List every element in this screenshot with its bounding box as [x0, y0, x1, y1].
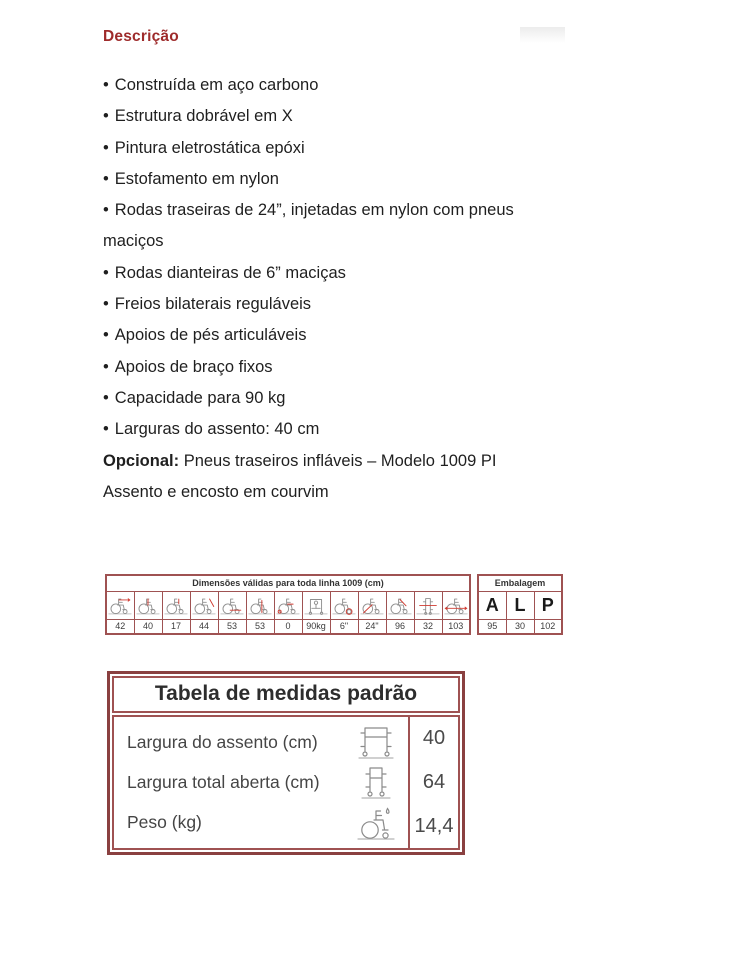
bullet-item [103, 352, 555, 383]
folded-width-icon [414, 591, 442, 619]
bullet-item [103, 164, 555, 195]
packaging-value: 102 [534, 619, 562, 634]
bullet-item [103, 101, 555, 132]
measures-table-title: Tabela de medidas padrão [112, 676, 460, 713]
capacity-icon [302, 591, 330, 619]
packaging-value: 30 [506, 619, 534, 634]
dimension-value: 17 [162, 619, 190, 634]
rear-wheel-icon [358, 591, 386, 619]
dimension-value: 90kg [302, 619, 330, 634]
bullet-text: Rodas dianteiras de 6” maciças [114, 263, 346, 282]
dimension-value: 6" [330, 619, 358, 634]
packaging-table-title: Embalagem [478, 575, 562, 591]
measures-row [114, 762, 408, 802]
dimension-value: 32 [414, 619, 442, 634]
bullet-text: Larguras do assento: 40 cm [114, 420, 320, 439]
bullet-item [103, 289, 555, 320]
measure-label: Largura total aberta (cm) [127, 771, 320, 792]
measure-value: 14,4 [414, 814, 454, 837]
bullet-marker: • [103, 201, 109, 220]
dimensions-table-title: Dimensões válidas para toda linha 1009 (cm) [106, 575, 470, 591]
seat-depth-icon [106, 591, 134, 619]
bullet-text: Apoios de pés articuláveis [114, 326, 307, 345]
wheelchair-front-folded-icon [350, 762, 402, 802]
bullet-marker: • [103, 138, 109, 157]
feature-bullets [103, 70, 555, 446]
optional-text: Pneus traseiros infláveis – Modelo 1009 PI [183, 451, 497, 470]
measure-label: Peso (kg) [127, 811, 202, 832]
bullet-item [103, 383, 555, 414]
dimension-value: 96 [386, 619, 414, 634]
bullet-item [103, 195, 555, 258]
bullet-marker: • [103, 388, 109, 407]
description-list [103, 70, 555, 508]
seat-width-icon [134, 591, 162, 619]
dimensions-table [105, 574, 471, 635]
bullet-marker: • [103, 263, 109, 282]
bullet-item [103, 258, 555, 289]
bullet-item [103, 414, 555, 445]
overall-length-icon [442, 591, 470, 619]
wheelchair-front-open-icon [350, 722, 402, 762]
dimension-value: 53 [246, 619, 274, 634]
bullet-marker: • [103, 357, 109, 376]
dimension-value: 44 [190, 619, 218, 634]
packaging-letter: L [506, 591, 534, 619]
packaging-letter: A [478, 591, 506, 619]
seat-angle-icon [274, 591, 302, 619]
packaging-letter: P [534, 591, 562, 619]
wheelchair-side-drop-icon [350, 802, 402, 842]
measure-value: 64 [422, 771, 446, 794]
bullet-text: Apoios de braço fixos [114, 357, 273, 376]
packaging-value: 95 [478, 619, 506, 634]
dimension-value: 40 [134, 619, 162, 634]
bullet-marker: • [103, 107, 109, 126]
dimension-value: 103 [442, 619, 470, 634]
bullet-text: Capacidade para 90 kg [114, 388, 286, 407]
bullet-item [103, 320, 555, 351]
measure-label: Largura do assento (cm) [127, 731, 318, 752]
seat-height-icon [218, 591, 246, 619]
bullet-marker: • [103, 326, 109, 345]
bullet-text: Rodas traseiras de 24”, injetadas em nylon com pneus maciços [103, 201, 514, 251]
dimension-tables-row [105, 574, 620, 635]
front-wheel-icon [330, 591, 358, 619]
backrest-height-icon [190, 591, 218, 619]
bullet-text: Estofamento em nylon [114, 169, 279, 188]
dimension-value: 24" [358, 619, 386, 634]
bullet-item [103, 133, 555, 164]
measures-table-body [112, 715, 460, 850]
bullet-marker: • [103, 295, 109, 314]
optional-label: Opcional: [103, 451, 180, 470]
measures-row [114, 802, 408, 842]
bullet-text: Estrutura dobrável em X [114, 107, 293, 126]
optional-line [103, 446, 555, 477]
bullet-text: Construída em aço carbono [114, 76, 319, 94]
upholstery-line: Assento e encosto em courvim [103, 482, 329, 501]
measures-row [114, 722, 408, 762]
bullet-marker: • [103, 76, 109, 94]
bullet-text: Freios bilaterais reguláveis [114, 295, 312, 314]
packaging-table [477, 574, 563, 635]
total-length-icon [386, 591, 414, 619]
dimension-value: 0 [274, 619, 302, 634]
bullet-text: Pintura eletrostática epóxi [114, 138, 305, 157]
bullet-item [103, 70, 555, 101]
dimension-value: 42 [106, 619, 134, 634]
bullet-marker: • [103, 420, 109, 439]
measure-value: 40 [422, 727, 446, 750]
armrest-height-icon [162, 591, 190, 619]
total-height-icon [246, 591, 274, 619]
measures-table [107, 671, 465, 855]
dimension-value: 53 [218, 619, 246, 634]
page-title: Descrição [103, 28, 179, 45]
bullet-marker: • [103, 169, 109, 188]
